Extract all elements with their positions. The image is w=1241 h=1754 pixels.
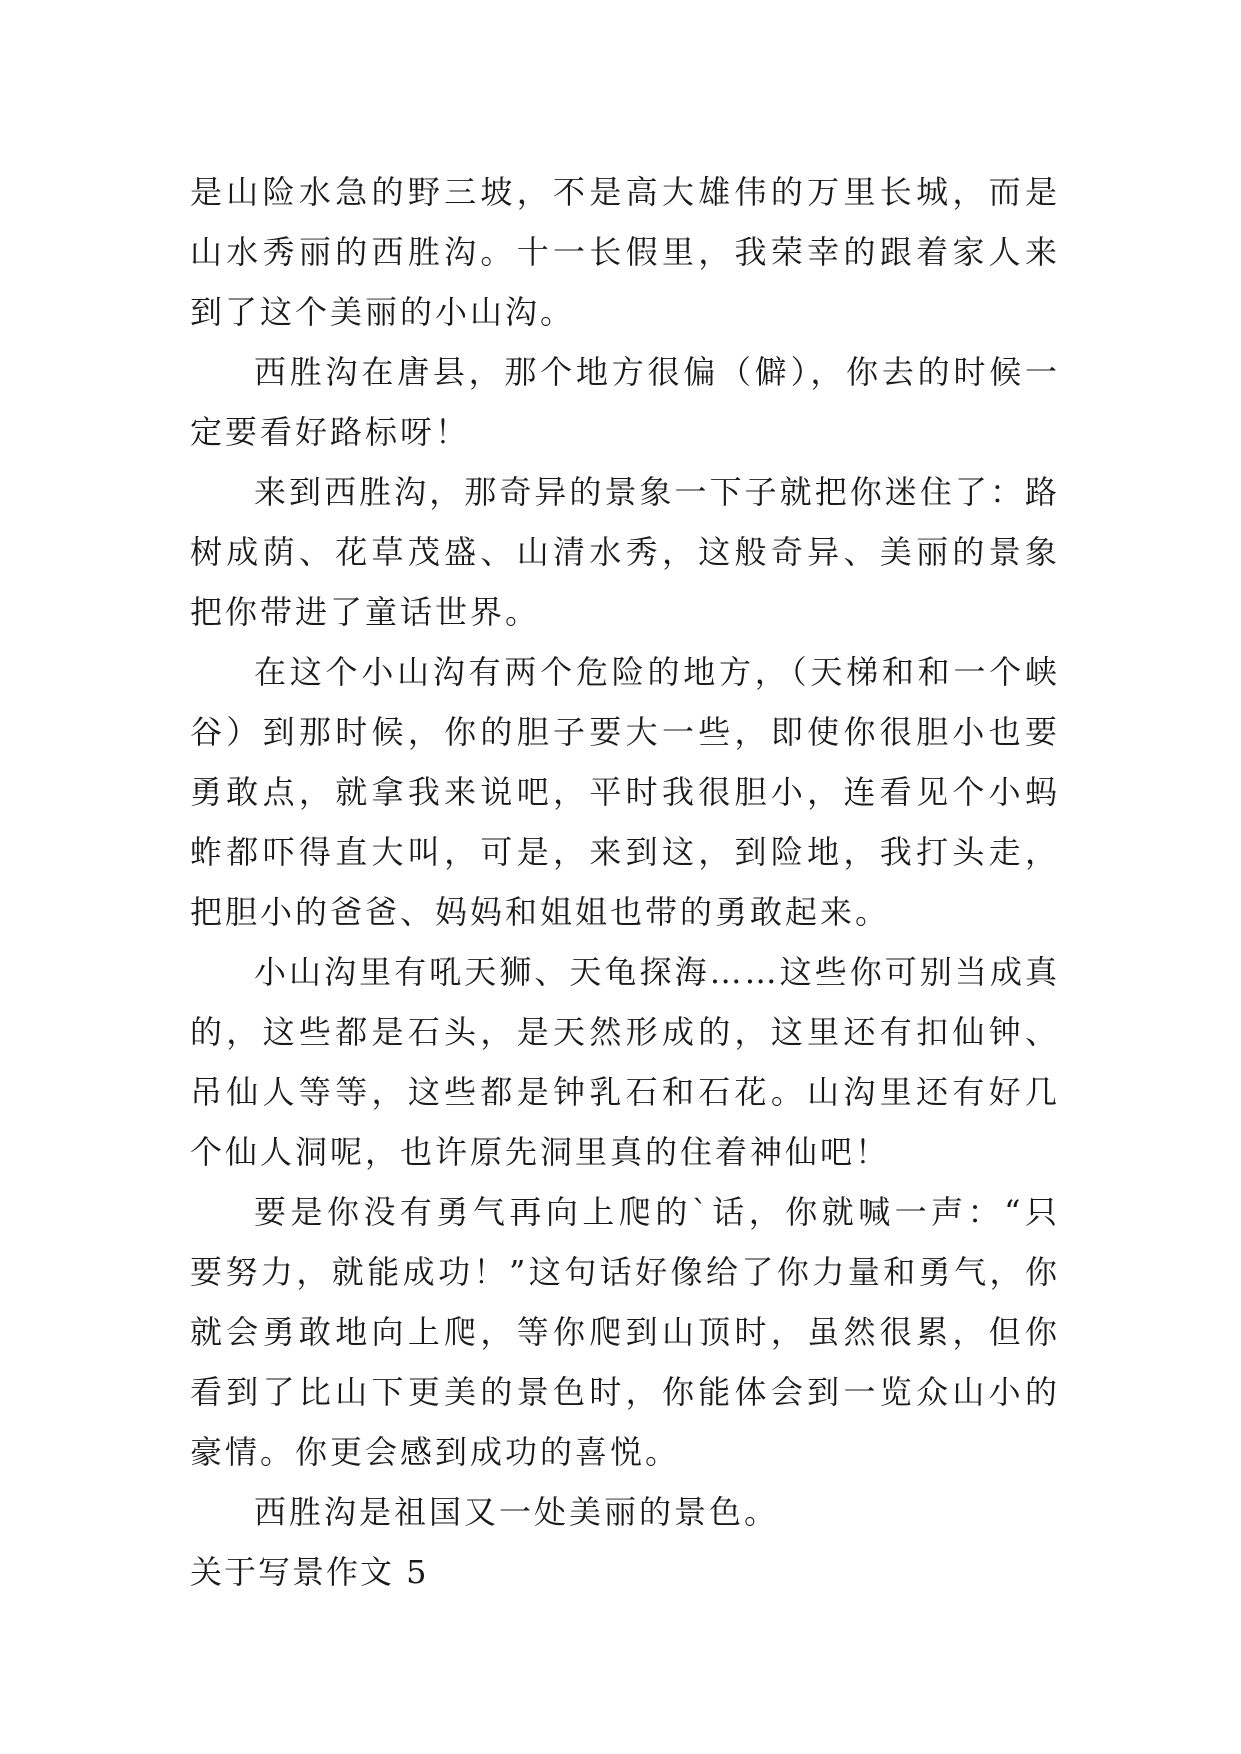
section-heading: 关于写景作文 5 bbox=[190, 1553, 429, 1591]
document-body bbox=[190, 162, 1060, 1602]
paragraph-1: 是山险水急的野三坡，不是高大雄伟的万里长城，而是山水秀丽的西胜沟。十一长假里，我荣幸的跟着家人来到了这个美丽的小山沟。 bbox=[190, 173, 1060, 331]
paragraph-2: 西胜沟在唐县，那个地方很偏（僻），你去的时候一定要看好路标呀！ bbox=[190, 353, 1060, 451]
paragraph-7: 西胜沟是祖国又一处美丽的景色。 bbox=[254, 1493, 780, 1531]
paragraph-5: 小山沟里有吼天狮、天龟探海……这些你可别当成真的，这些都是石头，是天然形成的，这里还有扣仙钟、吊仙人等等，这些都是钟乳石和石花。山沟里还有好几个仙人洞呢，也许原先洞里真的住着神仙吧！ bbox=[190, 953, 1060, 1171]
paragraph-3: 来到西胜沟，那奇异的景象一下子就把你迷住了：路树成荫、花草茂盛、山清水秀，这般奇异、美丽的景象把你带进了童话世界。 bbox=[190, 473, 1060, 631]
paragraph-4: 在这个小山沟有两个危险的地方，（天梯和和一个峡谷）到那时候，你的胆子要大一些，即使你很胆小也要勇敢点，就拿我来说吧，平时我很胆小，连看见个小蚂蚱都吓得直大叫，可是，来到这，到险地，我打头走，把胆小的爸爸、妈妈和姐姐也带的勇敢起来。 bbox=[190, 653, 1060, 931]
paragraph-6: 要是你没有勇气再向上爬的`话，你就喊一声：“只要努力，就能成功！”这句话好像给了你力量和勇气，你就会勇敢地向上爬，等你爬到山顶时，虽然很累，但你看到了比山下更美的景色时，你能体会到一览众山小的豪情。你更会感到成功的喜悦。 bbox=[190, 1193, 1060, 1471]
